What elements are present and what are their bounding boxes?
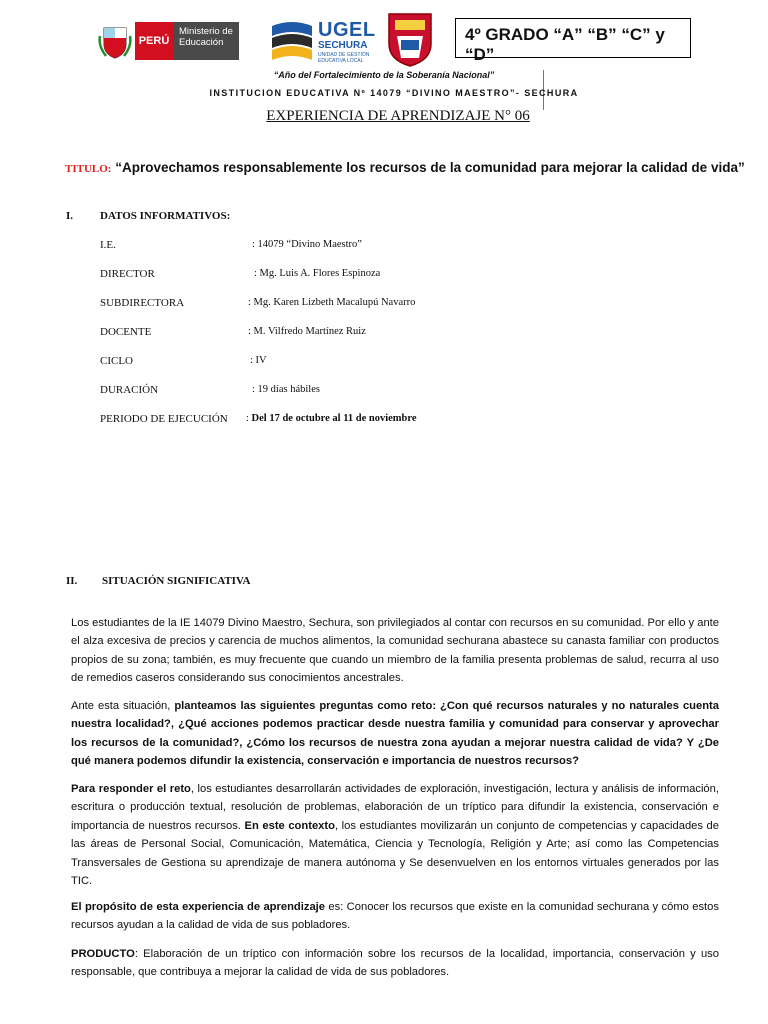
titulo-label: TITULO: [65,163,112,175]
paragraph-product [71,945,719,982]
approach-lead: Para responder el reto [71,783,191,795]
info-label-periodo: PERIODO DE EJECUCIÓN [100,413,228,425]
peru-coat-of-arms-icon [98,22,132,60]
section1-title: DATOS INFORMATIVOS: [100,210,231,222]
peru-logo [135,22,173,60]
challenge-questions: planteamos las siguientes preguntas como reto: ¿Con qué recursos naturales y no naturales cuenta nuestra localidad?, ¿Qué acciones podemos practicar desde nuestra familia y comunidad para conservar y aprovechar los recursos de la comunidad?, ¿Cómo los recursos de nuestra zona ayudan a mejorar nuestra calidad de vida? Y ¿De qué manera podemos difundir la existencia, conservación e importancia de nuestros recursos? [71,700,719,768]
info-value-periodo-prefix: : [246,413,252,424]
section2-title: SITUACIÓN SIGNIFICATIVA [102,575,251,587]
peru-label: PERÚ [138,35,170,47]
purpose-lead: El propósito de esta experiencia de aprendizaje [71,901,326,913]
product-text: : Elaboración de un tríptico con información sobre los recursos de la localidad, importancia, conservación y uso responsable, que contribuya a mejorar la calidad de vida de sus pobladores. [71,948,719,979]
purpose-text: es: Conocer los recursos que existe en la comunidad sechurana y cómo estos recursos ayudan a la calidad de vida de sus pobladores. [71,901,719,932]
institution-name: INSTITUCION EDUCATIVA Nº 14079 “DIVINO MAESTRO”- SECHURA [209,88,579,98]
paragraph-challenge [71,697,719,771]
section1-number: I. [66,210,74,222]
info-label-ciclo: CICLO [100,355,133,367]
info-value-ciclo: : IV [250,355,267,366]
info-value-director: : Mg. Luis A. Flores Espinoza [254,268,381,279]
experience-title: EXPERIENCIA DE APRENDIZAJE N° 06 [266,108,530,124]
approach-context-text: , los estudiantes movilizarán un conjunto de competencias y capacidades de las áreas de Personal Social, Comunicación, Matemática, Ciencia y Tecnología, Religión y Arte; así como las Competencias Transversales de Gestiona su aprendizaje de manera autónoma y Se desenvuelven en los entornos virtuales generados por las TIC. [71,819,720,888]
ugel-tiny-label: UNIDAD DE GESTIÓN EDUCATIVA LOCAL [318,52,370,64]
ministry-label: Ministerio de Educación [179,26,233,48]
ministry-logo [173,22,239,60]
info-label-ie: I.E. [100,239,116,251]
info-value-subdirectora: : Mg. Karen Lizbeth Macalupú Navarro [248,297,416,308]
info-value-duracion: : 19 días hábiles [252,384,320,395]
info-label-director: DIRECTOR [100,268,155,280]
year-motto: “Año del Fortalecimiento de la Soberanía Nacional” [273,70,495,80]
grade-box: 4º GRADO “A” “B” “C” y “D” [455,18,691,58]
info-value-periodo [246,413,417,424]
info-value-docente: : M. Vilfredo Martínez Ruiz [248,326,366,337]
info-value-periodo-dates: Del 17 de octubre al 11 de noviembre [251,413,417,424]
school-crest-icon [387,12,433,68]
info-label-docente: DOCENTE [100,326,152,338]
paragraph-context: Los estudiantes de la IE 14079 Divino Maestro, Sechura, son privilegiados al contar con recursos en su comunidad. Por ello y ante el alza excesiva de precios y carencia de muchos alimentos, la comunidad sechurana abastece su canasta familiar con productos propios de su zona; también, es muy frecuente que cuando un miembro de la familia presenta problemas de salud, recurra al uso de remedios caseros considerando sus conocimientos ancestrales. [71,617,720,685]
titulo-text: “Aprovechamos responsablemente los recursos de la comunidad para mejorar la calidad de vida” [115,160,745,175]
approach-text: , los estudiantes desarrollarán actividades de exploración, investigación, lectura y análisis de información, escritura o producción textual, resolución de problemas, elaboración de un tríptico para difundir la existencia, conservación e importancia de nuestros recursos. [71,783,719,832]
ugel-label: UGEL [318,19,376,41]
approach-context-lead: En este contexto [244,819,335,832]
paragraph-approach [71,780,719,890]
product-lead: PRODUCTO [71,948,135,960]
challenge-intro: Ante esta situación, [71,700,175,712]
paragraph-purpose [71,898,719,935]
info-label-duracion: DURACIÓN [100,384,159,396]
section2-number: II. [66,575,78,587]
titulo-line [65,160,745,175]
info-value-ie: : 14079 “Divino Maestro” [252,239,362,250]
ugel-sub-label: SECHURA [318,40,368,51]
info-label-subdirectora: SUBDIRECTORA [100,297,185,309]
